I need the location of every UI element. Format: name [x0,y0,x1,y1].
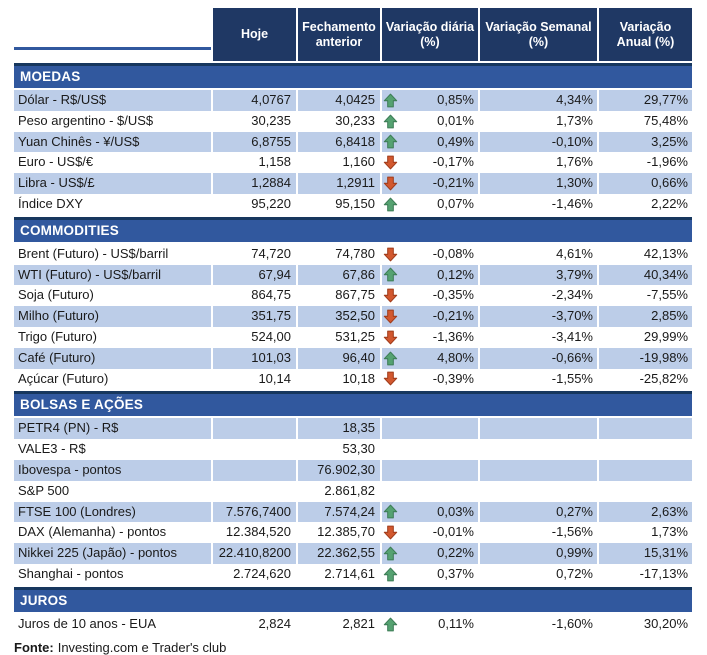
variacao-diaria-cell [382,285,478,306]
variacao-anual-value: 29,77% [599,90,692,111]
hoje-value: 7.576,7400 [213,502,296,523]
hoje-value: 1,2884 [213,173,296,194]
hoje-value: 2.724,620 [213,564,296,585]
table-row [14,244,692,265]
row-label: Milho (Futuro) [14,306,211,327]
row-label: PETR4 (PN) - R$ [14,418,211,439]
hoje-value: 4,0767 [213,90,296,111]
fechamento-value: 18,35 [298,418,380,439]
variacao-diaria-value: -0,21% [432,175,474,191]
variacao-diaria-value: 0,37% [437,566,474,582]
variacao-anual-value: 2,63% [599,502,692,523]
variacao-anual-value: 2,22% [599,194,692,215]
hoje-value: 1,158 [213,152,296,173]
variacao-anual-value [599,418,692,439]
hoje-value: 6,8755 [213,132,296,153]
fechamento-value: 7.574,24 [298,502,380,523]
hoje-value: 864,75 [213,285,296,306]
variacao-diaria-cell [382,327,478,348]
down-arrow-icon [382,306,400,327]
fechamento-value: 74,780 [298,244,380,265]
row-label: Shanghai - pontos [14,564,211,585]
down-arrow-icon [382,369,400,390]
variacao-diaria-value: -0,17% [432,154,474,170]
down-arrow-icon [382,173,400,194]
fechamento-value: 53,30 [298,439,380,460]
row-label: Libra - US$/£ [14,173,211,194]
fechamento-value: 6,8418 [298,132,380,153]
header-cell-variacao-diaria: Variação diária (%) [382,8,478,61]
row-label: Índice DXY [14,194,211,215]
variacao-anual-value [599,439,692,460]
variacao-diaria-cell [382,265,478,286]
arrow-placeholder [382,460,400,481]
table-row [14,348,692,369]
table-row [14,369,692,390]
variacao-diaria-value: -1,36% [432,329,474,345]
fechamento-value: 67,86 [298,265,380,286]
variacao-diaria-value: 0,03% [437,503,474,519]
row-label: Soja (Futuro) [14,285,211,306]
hoje-value: 30,235 [213,111,296,132]
variacao-semanal-value: 1,76% [480,152,597,173]
table-row [14,152,692,173]
variacao-semanal-value: -2,34% [480,285,597,306]
row-label: Dólar - R$/US$ [14,90,211,111]
variacao-anual-value: 1,73% [599,522,692,543]
fechamento-value: 2.714,61 [298,564,380,585]
row-label: Açúcar (Futuro) [14,369,211,390]
variacao-diaria-value: -0,08% [432,245,474,261]
row-label: Yuan Chinês - ¥/US$ [14,132,211,153]
hoje-value [213,439,296,460]
variacao-anual-value: 30,20% [599,614,692,635]
table-row [14,173,692,194]
row-label: Brent (Futuro) - US$/barril [14,244,211,265]
fechamento-value: 76.902,30 [298,460,380,481]
variacao-anual-value: -17,13% [599,564,692,585]
variacao-diaria-cell [382,194,478,215]
table-row [14,543,692,564]
down-arrow-icon [382,285,400,306]
variacao-diaria-cell [382,543,478,564]
variacao-diaria-value: -0,39% [432,370,474,386]
row-label: Juros de 10 anos - EUA [14,614,211,635]
table-row [14,460,692,481]
row-label: Trigo (Futuro) [14,327,211,348]
table-row [14,502,692,523]
header-label-spacer [14,8,211,50]
variacao-diaria-value: 0,07% [437,196,474,212]
up-arrow-icon [382,348,400,369]
variacao-diaria-cell [382,502,478,523]
fechamento-value: 10,18 [298,369,380,390]
variacao-anual-value: -7,55% [599,285,692,306]
table-row [14,111,692,132]
table-row [14,306,692,327]
variacao-diaria-value: 0,12% [437,266,474,282]
variacao-semanal-value: -1,60% [480,614,597,635]
variacao-diaria-value: -0,01% [432,524,474,540]
variacao-semanal-value: 4,61% [480,244,597,265]
up-arrow-icon [382,111,400,132]
variacao-diaria-value: 0,11% [438,615,474,631]
variacao-diaria-cell [382,111,478,132]
variacao-diaria-value: 0,85% [437,92,474,108]
row-label: Café (Futuro) [14,348,211,369]
variacao-anual-value: 42,13% [599,244,692,265]
row-label: WTI (Futuro) - US$/barril [14,265,211,286]
variacao-semanal-value [480,460,597,481]
fechamento-value: 2.861,82 [298,481,380,502]
variacao-anual-value [599,481,692,502]
fechamento-value: 4,0425 [298,90,380,111]
fechamento-value: 95,150 [298,194,380,215]
row-label: DAX (Alemanha) - pontos [14,522,211,543]
variacao-diaria-value: 0,01% [437,112,474,128]
up-arrow-icon [382,543,400,564]
table-row [14,418,692,439]
header-cell-hoje: Hoje [213,8,296,61]
variacao-semanal-value: -1,56% [480,522,597,543]
variacao-semanal-value: 1,30% [480,173,597,194]
variacao-diaria-cell [382,564,478,585]
variacao-diaria-cell [382,481,478,502]
variacao-anual-value: -19,98% [599,348,692,369]
variacao-diaria-value: -0,21% [432,308,474,324]
variacao-semanal-value: 3,79% [480,265,597,286]
up-arrow-icon [382,132,400,153]
variacao-semanal-value: -0,66% [480,348,597,369]
table-header-row [14,8,692,61]
variacao-semanal-value: 0,72% [480,564,597,585]
variacao-diaria-cell [382,244,478,265]
fechamento-value: 30,233 [298,111,380,132]
variacao-diaria-cell [382,306,478,327]
table-row [14,327,692,348]
up-arrow-icon [382,614,400,635]
fechamento-value: 352,50 [298,306,380,327]
variacao-anual-value: 75,48% [599,111,692,132]
up-arrow-icon [382,194,400,215]
variacao-anual-value: 40,34% [599,265,692,286]
variacao-semanal-value: 0,27% [480,502,597,523]
hoje-value [213,418,296,439]
arrow-placeholder [382,481,400,502]
down-arrow-icon [382,152,400,173]
variacao-anual-value: 29,99% [599,327,692,348]
table-row [14,132,692,153]
variacao-anual-value: 2,85% [599,306,692,327]
up-arrow-icon [382,564,400,585]
table-row [14,564,692,585]
up-arrow-icon [382,265,400,286]
down-arrow-icon [382,244,400,265]
source-label: Fonte: [14,639,54,655]
section-header-bolsas-e-acoes: BOLSAS E AÇÕES [14,391,692,416]
table-row [14,614,692,635]
row-label: Euro - US$/€ [14,152,211,173]
fechamento-value: 96,40 [298,348,380,369]
variacao-semanal-value: -1,46% [480,194,597,215]
variacao-diaria-cell [382,614,478,635]
down-arrow-icon [382,327,400,348]
hoje-value: 524,00 [213,327,296,348]
table-row [14,522,692,543]
row-label: FTSE 100 (Londres) [14,502,211,523]
variacao-diaria-cell [382,152,478,173]
variacao-semanal-value [480,481,597,502]
hoje-value: 12.384,520 [213,522,296,543]
fechamento-value: 531,25 [298,327,380,348]
row-label: VALE3 - R$ [14,439,211,460]
variacao-anual-value: 15,31% [599,543,692,564]
variacao-diaria-value: 0,22% [437,545,474,561]
table-row [14,194,692,215]
table-body [14,63,692,635]
row-label: Peso argentino - $/US$ [14,111,211,132]
header-cell-variacao-semanal: Variação Semanal (%) [480,8,597,61]
variacao-diaria-value: 0,49% [437,133,474,149]
variacao-semanal-value: -1,55% [480,369,597,390]
row-label: Nikkei 225 (Japão) - pontos [14,543,211,564]
table-row [14,90,692,111]
fechamento-value: 1,2911 [298,173,380,194]
hoje-value [213,460,296,481]
fechamento-value: 2,821 [298,614,380,635]
row-label: Ibovespa - pontos [14,460,211,481]
table-row [14,481,692,502]
source-footer [14,640,692,655]
up-arrow-icon [382,90,400,111]
down-arrow-icon [382,522,400,543]
fechamento-value: 22.362,55 [298,543,380,564]
row-label: S&P 500 [14,481,211,502]
variacao-anual-value [599,460,692,481]
table-row [14,285,692,306]
table-row [14,265,692,286]
variacao-diaria-cell [382,418,478,439]
up-arrow-icon [382,502,400,523]
header-cell-variacao-anual: Variação Anual (%) [599,8,692,61]
variacao-diaria-cell [382,439,478,460]
variacao-diaria-cell [382,369,478,390]
hoje-value: 101,03 [213,348,296,369]
hoje-value: 22.410,8200 [213,543,296,564]
fechamento-value: 867,75 [298,285,380,306]
variacao-diaria-cell [382,132,478,153]
hoje-value: 95,220 [213,194,296,215]
variacao-semanal-value: -3,70% [480,306,597,327]
variacao-anual-value: 3,25% [599,132,692,153]
variacao-anual-value: 0,66% [599,173,692,194]
variacao-diaria-cell [382,522,478,543]
variacao-semanal-value: 4,34% [480,90,597,111]
fechamento-value: 1,160 [298,152,380,173]
section-header-juros: JUROS [14,587,692,612]
variacao-diaria-cell [382,460,478,481]
hoje-value: 2,824 [213,614,296,635]
variacao-diaria-cell [382,90,478,111]
hoje-value: 351,75 [213,306,296,327]
variacao-anual-value: -25,82% [599,369,692,390]
hoje-value: 10,14 [213,369,296,390]
variacao-semanal-value: -0,10% [480,132,597,153]
section-header-commodities: COMMODITIES [14,217,692,242]
variacao-diaria-value: 4,80% [437,349,474,365]
table-row [14,439,692,460]
arrow-placeholder [382,439,400,460]
variacao-semanal-value [480,418,597,439]
variacao-semanal-value: 1,73% [480,111,597,132]
section-header-moedas: MOEDAS [14,63,692,88]
hoje-value [213,481,296,502]
fechamento-value: 12.385,70 [298,522,380,543]
variacao-diaria-cell [382,348,478,369]
variacao-anual-value: -1,96% [599,152,692,173]
variacao-semanal-value [480,439,597,460]
hoje-value: 74,720 [213,244,296,265]
variacao-semanal-value: -3,41% [480,327,597,348]
header-cell-fechamento: Fechamento anterior [298,8,380,61]
variacao-semanal-value: 0,99% [480,543,597,564]
source-text: Investing.com e Trader's club [57,639,227,655]
variacao-diaria-cell [382,173,478,194]
hoje-value: 67,94 [213,265,296,286]
arrow-placeholder [382,418,400,439]
variacao-diaria-value: -0,35% [432,287,474,303]
